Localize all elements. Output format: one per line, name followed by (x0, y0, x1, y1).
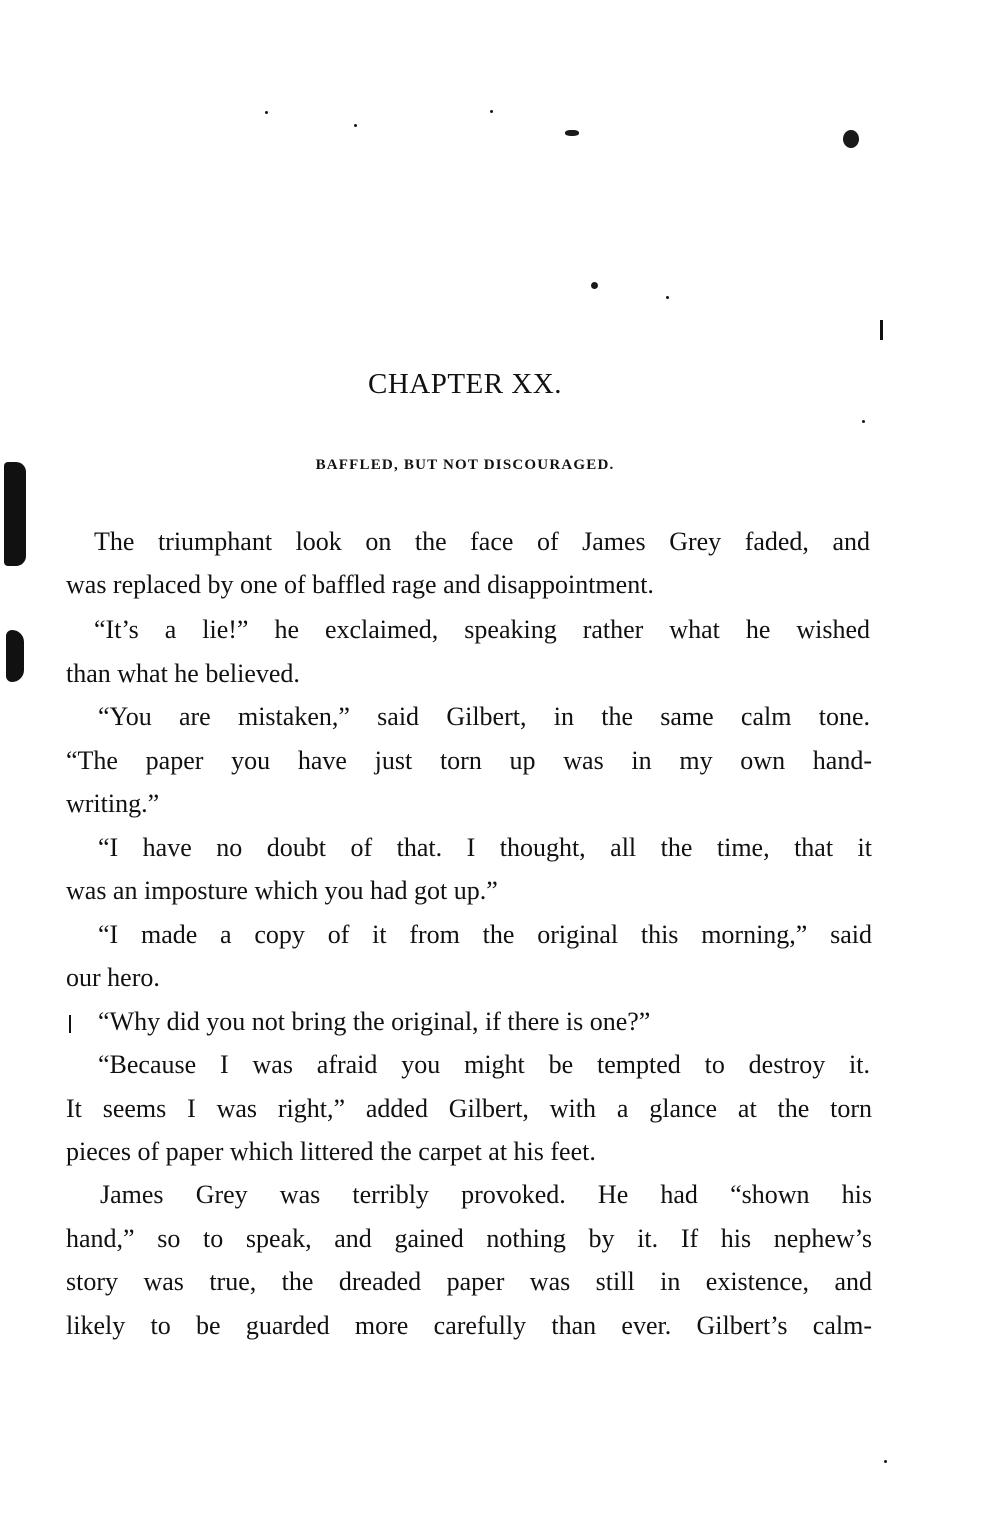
text-line: “The paper you have just torn up was in my own hand- (66, 746, 872, 775)
text-line: likely to be guarded more carefully than ever. Gilbert’s calm- (66, 1311, 872, 1340)
scan-speck (265, 111, 268, 114)
binding-mark (4, 462, 26, 566)
scan-speck (862, 420, 865, 423)
text-line: “Why did you not bring the original, if there is one?” (98, 1007, 651, 1036)
scan-mark (880, 320, 883, 340)
text-line: It seems I was right,” added Gilbert, with a glance at the torn (66, 1094, 872, 1123)
scan-speck (490, 110, 493, 113)
scan-speck (591, 282, 598, 289)
text-line: “I made a copy of it from the original this morning,” said (98, 920, 872, 949)
text-line: “I have no doubt of that. I thought, all the time, that it (98, 833, 872, 862)
text-line: was replaced by one of baffled rage and disappointment. (66, 570, 654, 599)
chapter-title: CHAPTER XX. (367, 368, 562, 400)
text-line: “Because I was afraid you might be tempted to destroy it. (98, 1050, 870, 1079)
text-line: James Grey was terribly provoked. He had “shown his (100, 1180, 872, 1209)
chapter-subtitle: BAFFLED, BUT NOT DISCOURAGED. (315, 457, 615, 473)
text-line: than what he believed. (66, 659, 300, 688)
text-line: “It’s a lie!” he exclaimed, speaking rather what he wished (94, 615, 870, 644)
text-line: pieces of paper which littered the carpet at his feet. (66, 1137, 596, 1166)
scan-speck (565, 130, 579, 136)
scan-mark (69, 1015, 71, 1033)
text-line: story was true, the dreaded paper was still in existence, and (66, 1267, 872, 1296)
text-line: writing.” (66, 789, 160, 818)
scan-speck (354, 124, 357, 127)
text-line: “You are mistaken,” said Gilbert, in the same calm tone. (98, 702, 870, 731)
text-line: hand,” so to speak, and gained nothing by it. If his nephew’s (66, 1224, 872, 1253)
binding-mark (6, 630, 24, 682)
scan-speck (884, 1460, 887, 1463)
text-line: was an imposture which you had got up.” (66, 876, 498, 905)
text-line: our hero. (66, 963, 160, 992)
text-line: The triumphant look on the face of James Grey faded, and (94, 527, 870, 556)
scan-speck (843, 130, 859, 148)
scan-speck (666, 296, 669, 299)
